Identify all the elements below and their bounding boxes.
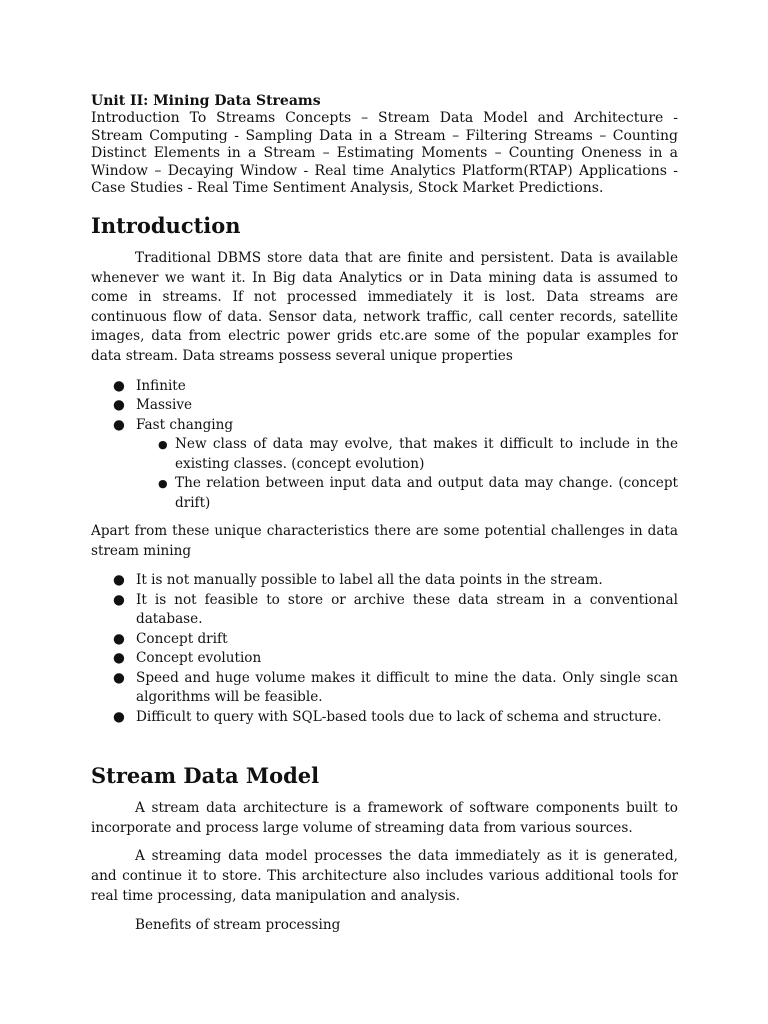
unit-title: Unit II: Mining Data Streams <box>91 93 321 109</box>
introduction-paragraph: Traditional DBMS store data that are finite and persistent. Data is available whenever we want it. In Big data Analytics or in Data mining data is assumed to come in streams. If not processed immediately it is lost. Data streams are continuous flow of data. Sensor data, network traffic, call center records, satellite images, data from electric power grids etc.are some of the popular examples for data stream. Data streams possess several unique properties <box>91 249 678 364</box>
introduction-heading: Introduction <box>91 212 241 238</box>
list-item: ● New class of data may evolve, that makes it difficult to include in the existing classes. (concept evolution) <box>158 436 678 472</box>
list-item: ● Infinite <box>91 377 678 397</box>
list-item: ● Concept evolution <box>91 649 678 669</box>
challenges-list <box>91 571 678 727</box>
list-item: ● Speed and huge volume makes it difficult to mine the data. Only single scan algorithms will be feasible. <box>113 669 678 706</box>
list-item: ● It is not feasible to store or archive these data stream in a conventional database. <box>113 591 678 628</box>
unit-syllabus: Introduction To Streams Concepts – Stream Data Model and Architecture - Stream Computing - Sampling Data in a Stream – Filtering Streams – Counting Distinct Elements in a Stream – Estimating Moments – Counting Oneness in a Window – Decaying Window - Real time Analytics Platform(RTAP) Applications - Case Studies - Real Time Sentiment Analysis, Stock Market Predictions. <box>91 110 678 197</box>
bullet-icon: ● <box>113 572 125 589</box>
bullet-icon: ● <box>113 669 125 686</box>
sub-properties-list <box>136 435 678 513</box>
list-item: ● Difficult to query with SQL-based tools due to lack of schema and structure. <box>91 708 678 728</box>
bullet-icon: ● <box>113 397 125 414</box>
bullet-icon: ● <box>158 477 168 491</box>
list-item: ● The relation between input data and output data may change. (concept drift) <box>158 475 678 511</box>
properties-list <box>91 377 678 514</box>
bullet-icon: ● <box>113 377 125 394</box>
stream-data-model-heading: Stream Data Model <box>91 763 320 789</box>
list-item: ● Concept drift <box>91 630 678 650</box>
bullet-icon: ● <box>113 591 125 608</box>
bullet-icon: ● <box>113 630 125 647</box>
challenges-intro: Apart from these unique characteristics there are some potential challenges in data stream mining <box>91 523 678 559</box>
list-item: ● It is not manually possible to label all the data points in the stream. <box>91 571 678 591</box>
stream-model-paragraph: A stream data architecture is a framework of software components built to incorporate and process large volume of streaming data from various sources. <box>91 800 678 836</box>
list-item: ● Fast changing ● New class of data may evolve, that makes it difficult to include in the existing classes. (concept evolution) ● The relation between input data and output data may change. (concept drift) <box>91 416 678 514</box>
bullet-icon: ● <box>113 650 125 667</box>
document-page <box>91 92 678 936</box>
bullet-icon: ● <box>113 708 125 725</box>
benefits-label: Benefits of stream processing <box>135 917 341 934</box>
bullet-icon: ● <box>158 438 168 452</box>
bullet-icon: ● <box>113 416 125 433</box>
list-item: ● Massive <box>91 396 678 416</box>
stream-model-paragraph: A streaming data model processes the data immediately as it is generated, and continue it to store. This architecture also includes various additional tools for real time processing, data manipulation and analysis. <box>91 848 678 904</box>
